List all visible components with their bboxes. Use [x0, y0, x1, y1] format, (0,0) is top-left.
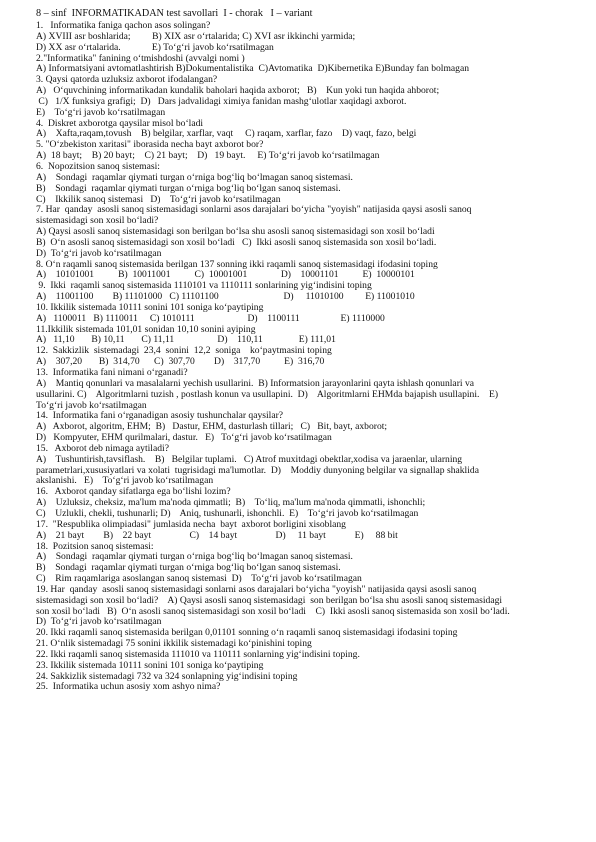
text-line: 20. Ikki raqamli sanoq sistemasida berilgan 0,01101 sonning o‘n raqamli sanoq sistemasidagi ifodasini toping	[36, 627, 458, 639]
text-line: 22. Ikki raqamli sanoq sistemasida 111010 va 110111 sonlarning yig‘indisini toping.	[36, 648, 360, 660]
text-line: A) 10101001 B) 10011001 C) 10001001 D) 10001101 E) 10000101	[36, 269, 415, 281]
text-line: A) 307,20 B) 314,70 C) 307,70 D) 317,70 E) 316,70	[36, 356, 325, 368]
text-line: 19. Har qanday asosli sanoq sistemasidagi sonlarni asos darajalari bo‘yicha "yoyish" natijasida qaysi asosli sanoq	[36, 583, 477, 595]
text-line: 3. Qaysi qatorda uzluksiz axborot ifodalangan?	[36, 74, 218, 86]
text-line: A) Xafta,raqam,tovush B) belgilar, xarflar, vaqt C) raqam, xarflar, fazo D) vaqt, fazo, belgi	[36, 128, 417, 140]
text-line: A) 1100011 B) 1110011 C) 1010111 D) 1100111 E) 1110000	[36, 312, 385, 324]
text-line: A) Uzluksiz, cheksiz, ma'lum ma'noda qimmatli; B) To‘liq, ma'lum ma'noda qimmatli, ishonchli;	[36, 497, 426, 509]
text-line: A) Tushuntirish,tavsiflash. B) Belgilar tuplami. C) Atrof muxitdagi obektlar,xodisa va jaraenlar, ularning	[36, 453, 463, 465]
text-line: 10. Ikkilik sistemada 10111 sonini 101 soniga ko‘paytiping	[36, 301, 264, 313]
text-line: 9. Ikki raqamli sanoq sistemasida 1110101 va 1110111 sonlarining yig‘indisini toping	[36, 280, 372, 292]
text-line: 23. Ikkilik sistemada 10111 sonini 101 soniga ko‘paytiping	[36, 659, 264, 671]
text-line: A) Qaysi asosli sanoq sistemasidagi son berilgan bo‘lsa shu asosli sanoq sistemasidagi son xosil bo‘ladi	[36, 226, 435, 238]
text-line: B) Sondagi raqamlar qiymati turgan o‘rniga bog‘liq bo‘lgan sanoq sistemasi.	[36, 562, 341, 574]
text-line: akslanishi. E) To‘g‘ri javob ko‘rsatilmagan	[36, 475, 214, 487]
text-line: D) Kompyuter, EHM qurilmalari, dastur. E) To‘g‘ri javob ko‘rsatilmagan	[36, 432, 332, 444]
text-line: 7. Har qanday asosli sanoq sistemasidagi sonlarni asos darajalari bo‘yicha "yoyish" natijasida qaysi asosli sanoq	[36, 204, 472, 216]
text-line: A) Axborot, algoritm, EHM; B) Dastur, EHM, dasturlash tillari; C) Bit, bayt, axborot;	[36, 421, 388, 433]
text-line: D) To‘g‘ri javob ko‘rsatilmagan	[36, 247, 162, 259]
text-line: 6. Nopozitsion sanoq sistemasi:	[36, 160, 160, 172]
text-line: 1. Informatika faniga qachon asos solingan?	[36, 20, 211, 31]
text-line: sistemasidagi son xosil bo‘ladi?	[36, 215, 159, 227]
text-line: 11.Ikkilik sistemada 101,01 sonidan 10,10 sonini ayiping	[36, 323, 256, 335]
text-line: 17. "Respublika olimpiadasi" jumlasida necha bayt axborot borligini xisoblang	[36, 518, 346, 530]
text-line: B) Sondagi raqamlar qiymati turgan o‘rniga bog‘liq bo‘lgan sanoq sistemasi.	[36, 182, 341, 194]
text-line: sistemasidagi son xosil bo‘ladi? A) Qaysi asosli sanoq sistemasidagi son berilgan bo‘lsa shu asosli sanoq sistemasidagi	[36, 594, 503, 606]
text-line: A) 18 bayt; B) 20 bayt; C) 21 bayt; D) 19 bayt. E) To‘g‘ri javob ko‘rsatilmagan	[36, 150, 380, 162]
text-line: A) 21 bayt B) 22 bayt C) 14 bayt D) 11 bayt E) 88 bit	[36, 529, 398, 541]
text-line: 4. Diskret axborotga qaysilar misol bo‘ladi	[36, 117, 204, 129]
text-line: 8. O‘n raqamli sanoq sistemasida berilgan 137 sonning ikki raqamli sanoq sistemasidagi ifodasini toping	[36, 258, 438, 270]
text-line: C) Rim raqamlariga asoslangan sanoq sistemasi D) To‘g‘ri javob ko‘rsatilmagan	[36, 573, 362, 585]
text-line: 25. Informatika uchun asosiy xom ashyo nima?	[36, 681, 221, 693]
text-line: E) To‘g‘ri javob ko‘rsatilmagan	[36, 106, 166, 118]
text-line: C) Ikkilik sanoq sistemasi D) To‘g‘ri javob ko‘rsatilmagan	[36, 193, 281, 205]
text-line: 5. "O‘zbekiston xaritasi" iborasida necha bayt axborot bor?	[36, 139, 264, 151]
text-line: 18. Pozitsion sanoq sistemasi:	[36, 540, 154, 552]
text-line: D) To‘g‘ri javob ko‘rsatilmagan	[36, 616, 162, 628]
text-line: 13. Informatika fani nimani o‘rganadi?	[36, 367, 188, 378]
text-line: 2."Informatika" fanining o‘tmishdoshi (avvalgi nomi )	[36, 52, 245, 64]
text-line: A) XVIII asr boshlarida; B) XIX asr o‘rtalarida; C) XVI asr ikkinchi yarmida;	[36, 30, 356, 42]
text-line: A) O‘quvchining informatikadan kundalik baholari haqida axborot; B) Kun yoki tun haqida ahborot;	[36, 85, 440, 97]
text-line: A) Mantiq qonunlari va masalalarni yechish usullarini. B) Informatsion jarayonlarini qayta ishlash qonunlari va	[36, 377, 475, 389]
text-line: usullarini. C) Algoritmlarni tuzish , postlash konun va usullapini. D) Algoritmlarni EHMda bajapish usullapini. E)	[36, 388, 499, 400]
text-line: 14. Informatika fani o‘rganadigan asosiy tushunchalar qaysilar?	[36, 410, 284, 422]
text-line: 24. Sakkizlik sistemadagi 732 va 324 sonlapning yig‘indisini toping	[36, 670, 298, 682]
text-line: 15. Axborot deb nimaga aytiladi?	[36, 442, 169, 454]
text-line: 21. O‘nlik sistemadagi 75 sonini ikkilik sistemadagi ko‘pinishini toping	[36, 638, 312, 650]
text-line: A) Sondagi raqamlar qiymati turgan o‘rniga bog‘liq bo‘lmagan sanoq sistemasi.	[36, 551, 353, 563]
text-line: 12. Sakkizlik sistemadagi 23,4 sonini 12,2 soniga ko‘paytmasini toping	[36, 345, 332, 357]
text-line: A) 11,10 B) 10,11 C) 11,11 D) 110,11 E) 111,01	[36, 334, 336, 346]
text-line: C) 1/X funksiya grafigi; D) Dars jadvalidagi ximiya fanidan mashg‘ulotlar xaqidagi axborot.	[36, 95, 407, 107]
text-line: A) Sondagi raqamlar qiymati turgan o‘rniga bog‘liq bo‘lmagan sanoq sistemasi.	[36, 171, 353, 183]
text-line: D) XX asr o‘rtalarida. E) To‘g‘ri javob ko‘rsatilmagan	[36, 41, 274, 53]
text-line: A) Informatsiyani avtomatlashtirish B)Dokumentalistika C)Avtomatika D)Kibernetika E)Bunday fan bolmagan	[36, 63, 470, 75]
text-line: parametrlari,xususiyatlari va xolati tugrisidagi ma'lumotlar. D) Moddiy dunyoning belgilar va signallap shaklida	[36, 464, 479, 476]
document-title: 8 – sinf INFORMATIKADAN test savollari I - chorak I – variant	[36, 8, 313, 19]
question-list	[36, 21, 584, 693]
text-line: A) 11001100 B) 11101000 C) 11101100 D) 11010100 E) 11001010	[36, 291, 415, 303]
text-line: son xosil bo‘ladi B) O‘n asosli sanoq sistemasidagi son xosil bo‘ladi C) Ikki asosli sanoq sistemasida son xosil bo‘ladi.	[36, 605, 510, 617]
text-line: C) Uzlukli, chekli, tushunarli; D) Aniq, tushunarli, ishonchli. E) To‘g‘ri javob ko‘rsatilmagan	[36, 507, 419, 519]
text-line: To‘g‘ri javob ko‘rsatilmagan	[36, 399, 147, 411]
text-line: B) O‘n asosli sanoq sistemasidagi son xosil bo‘ladi C) Ikki asosli sanoq sistemasida son xosil bo‘ladi.	[36, 236, 437, 248]
text-line: 16. Axborot qanday sifatlarga ega bo‘lishi lozim?	[36, 486, 231, 498]
